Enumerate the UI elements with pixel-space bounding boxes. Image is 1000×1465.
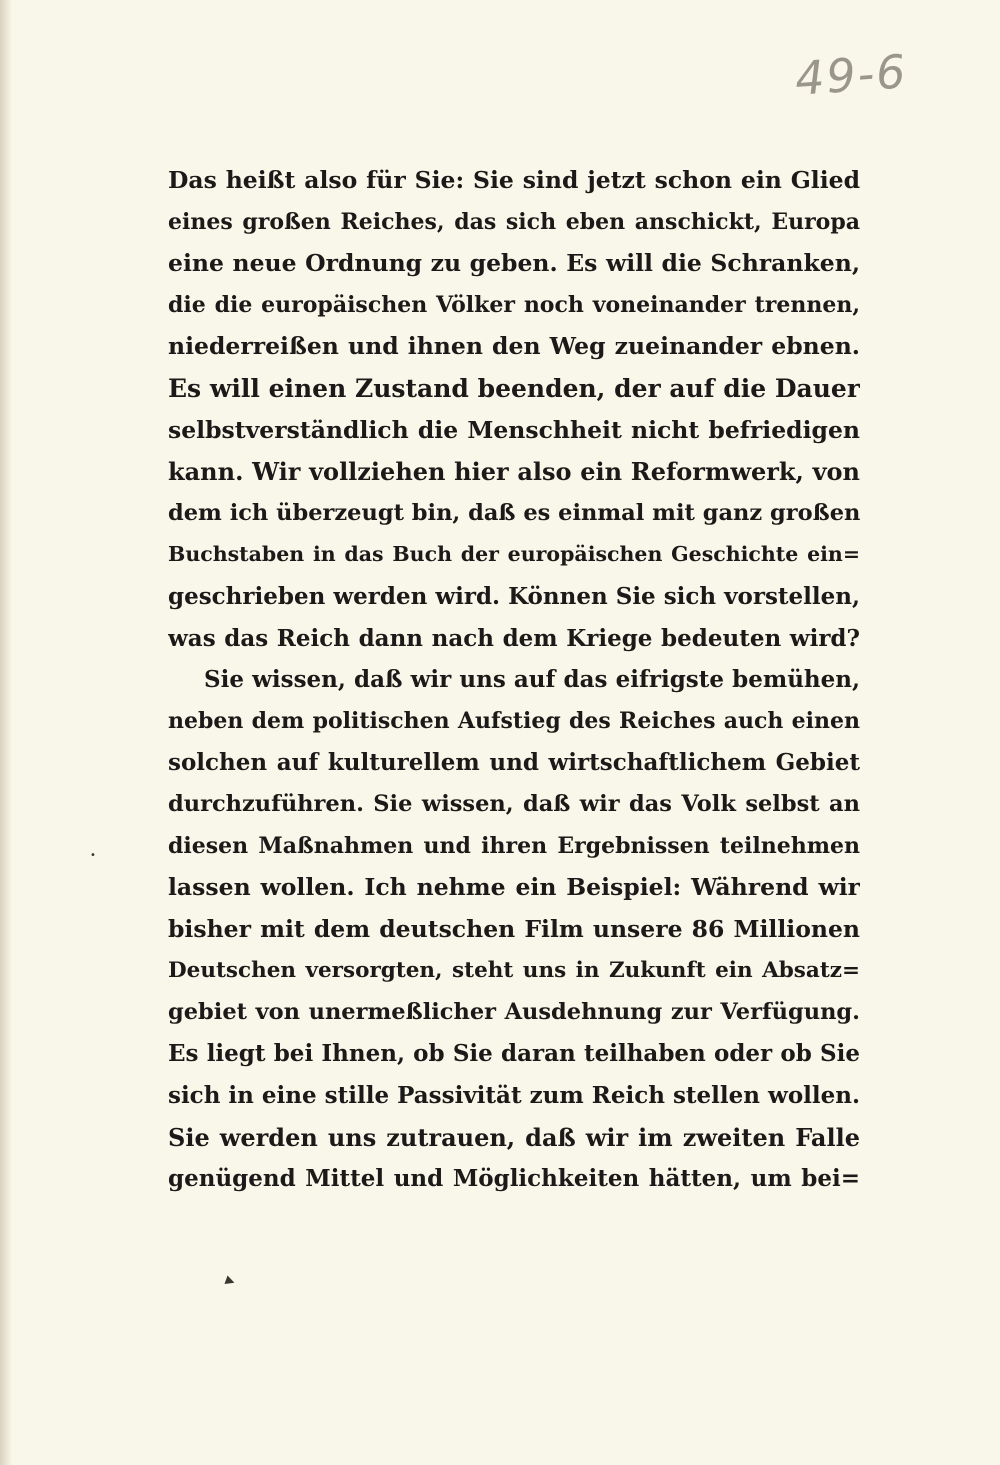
ink-speck: • xyxy=(90,850,96,861)
text-line: diesen Maßnahmen und ihren Ergebnissen teilnehmen xyxy=(168,832,860,859)
text-line: eine neue Ordnung zu geben. Es will die Schranken, xyxy=(168,249,860,278)
text-line: eines großen Reiches, das sich eben anschickt, Europa xyxy=(168,208,860,235)
text-line: neben dem politischen Aufstieg des Reiches auch einen xyxy=(168,707,860,734)
text-line: was das Reich dann nach dem Kriege bedeuten wird? xyxy=(168,624,860,652)
handwritten-page-number: 49-6 xyxy=(793,44,910,106)
text-line-paragraph-start: Sie wissen, daß wir uns auf das eifrigste bemühen, xyxy=(204,666,860,694)
text-line: Sie werden uns zutrauen, daß wir im zweiten Falle xyxy=(168,1122,860,1152)
text-line: niederreißen und ihnen den Weg zueinander ebnen. xyxy=(168,332,860,361)
text-line: Es will einen Zustand beenden, der auf die Dauer xyxy=(168,373,860,403)
text-line: Buchstaben in das Buch der europäischen Geschichte ein= xyxy=(168,542,860,567)
text-line: Es liegt bei Ihnen, ob Sie daran teilhaben oder ob Sie xyxy=(168,1040,860,1068)
text-line: Das heißt also für Sie: Sie sind jetzt schon ein Glied xyxy=(168,166,860,194)
text-line: bisher mit dem deutschen Film unsere 86 Millionen xyxy=(168,914,860,943)
text-line: solchen auf kulturellem und wirtschaftlichem Gebiet xyxy=(168,749,860,777)
text-line: lassen wollen. Ich nehme ein Beispiel: Während wir xyxy=(168,873,860,902)
text-line: dem ich überzeugt bin, daß es einmal mit ganz großen xyxy=(168,499,860,526)
text-line: geschrieben werden wird. Können Sie sich vorstellen, xyxy=(168,582,860,610)
page-binding-edge xyxy=(0,0,12,1465)
text-line: die die europäischen Völker noch voneinander trennen, xyxy=(168,291,860,318)
ink-mark: ▸ xyxy=(222,1269,239,1292)
body-text xyxy=(168,160,860,1200)
text-line: selbstverständlich die Menschheit nicht befriedigen xyxy=(168,415,860,444)
text-line: kann. Wir vollziehen hier also ein Reformwerk, von xyxy=(168,457,860,487)
text-line: gebiet von unermeßlicher Ausdehnung zur Verfügung. xyxy=(168,998,860,1025)
text-line: Deutschen versorgten, steht uns in Zukunft ein Absatz= xyxy=(168,958,860,984)
text-line: durchzuführen. Sie wissen, daß wir das Volk selbst an xyxy=(168,790,860,817)
text-line: genügend Mittel und Möglichkeiten hätten, um bei= xyxy=(168,1165,860,1193)
text-line: sich in eine stille Passivität zum Reich stellen wollen. xyxy=(168,1082,860,1110)
